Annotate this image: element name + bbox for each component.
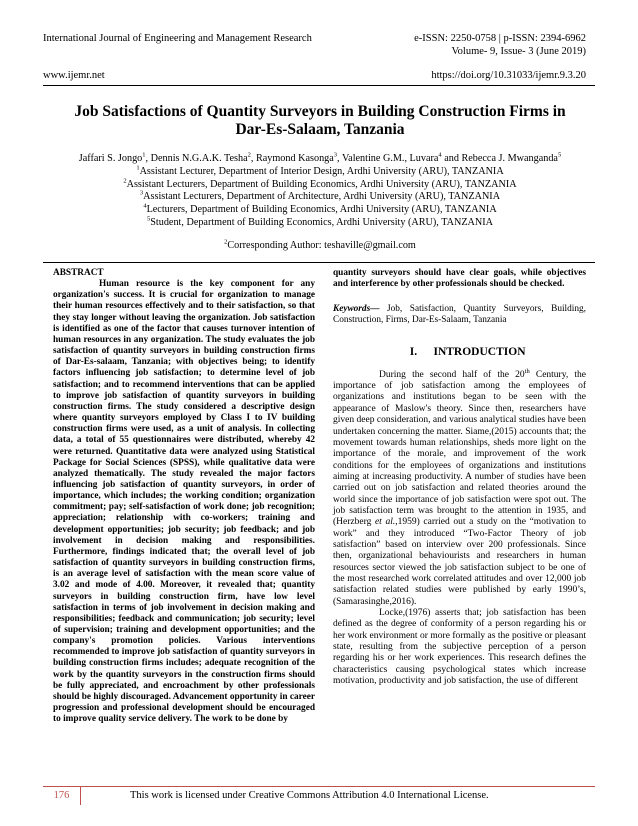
intro-p1-text-a: During the second half of the 20 — [379, 369, 525, 380]
journal-name: International Journal of Engineering and Management Research — [43, 33, 312, 44]
intro-p1-text-c: ,1959) carried out a study on the “motivation to work” and they introduced “Two-Factor Theory of job satisfaction” based on interview over 200 professionals. Since then, organizational behaviourists and researchers in human resources sector viewed the job satisfaction subject to be one of the most researched work correlated attitudes and over 12,000 job satisfaction related studies were published by early 1990’s, (Samarasinghe,2016). — [333, 517, 586, 607]
affiliation-2-text: Assistant Lecturers, Department of Building Economics, Ardhi University (ARU), TANZANIA — [126, 178, 517, 190]
author-3-sup: 3 — [333, 151, 338, 159]
author-4-sup: 4 — [438, 151, 442, 159]
right-column — [333, 268, 586, 687]
doi-link[interactable]: https://doi.org/10.31033/ijemr.9.3.20 — [431, 70, 586, 81]
keywords — [333, 304, 586, 326]
abstract-heading: ABSTRACT — [53, 268, 104, 278]
abstract-body: Human resource is the key component for any organization's success. It is crucial for organization to manage their human resources effectively and to their satisfaction, so that they stay longer without leaving the organization. Job satisfaction is identified as one of the factor that causes turnover intention of human resources in any organization. The study evaluates the job satisfaction of quantity surveyors in building construction firms of Dar-Es-salaam, Tanzania; with objectives being; to identify factors influencing job satisfaction; to determine level of job satisfaction; and to recommend interventions that can be applied to improve job satisfaction of quantity surveyors in building construction firms. The study considered a descriptive design where quantity surveyors employed by Class I to IV building construction firms were used, as a unit of analysis. In collecting data, a total of 55 questionnaires were distributed, whereby 42 were returned. Quantitative data were analyzed using Statistical Package for Social Sciences (SPSS), while qualitative data were analyzed thematically. The study revealed the major factors influencing job satisfaction of quantity surveyors, in order of importance, which includes; the working condition; organization commitment; pay; self-satisfaction of work done; job recognition; appreciation; relationship with co-workers; training and development opportunities; job security; job feedback; and job involvement in decision making and responsibilities. Furthermore, findings indicated that; the overall level of job satisfaction of quantity surveyors in building construction firms, is an average level of satisfaction with the mean score value of 3.02 and mode of 4.00. Moreover, it revealed that; quantity surveyors in building construction firm, have low level satisfaction in terms of job involvement in decision making and responsibilities; feedback and communication; job security; level of supervision; training and development opportunities; and the company's promotion policies. Various interventions recommended to improve job satisfaction of quantity surveyors in building construction firms includes; adequate recognition of the work by the quantity surveyors in the construction firms should be fully appreciated, and encroachment by other professionals should be highly discouraged. Advancement opportunity in career progression and professional development should be encouraged to improve quality service delivery. The work to be done by — [53, 279, 315, 725]
affiliation-3-text: Assistant Lecturers, Department of Architecture, Ardhi University (ARU), TANZANIA — [143, 191, 501, 203]
affiliation-1-sup: 1 — [136, 164, 140, 172]
page-number: 176 — [43, 787, 81, 805]
author-2-sup: 2 — [247, 151, 251, 159]
volume-issue: Volume- 9, Issue- 3 (June 2019) — [451, 46, 586, 57]
title-block-rule — [43, 262, 595, 263]
left-column — [53, 268, 315, 725]
author-3: , Raymond Kasonga — [250, 153, 334, 164]
intro-p1-etal: et al. — [374, 517, 396, 528]
section-number: I. — [409, 345, 418, 358]
affiliation-3 — [40, 191, 600, 204]
intro-paragraph-1 — [333, 367, 586, 608]
affiliation-2 — [40, 179, 600, 192]
intro-paragraph-2: Locke,(1976) asserts that; job satisfaction has been defined as the degree of conformity of a person regarding his or her work environment or more formally as the positive or pleasant state, resulting from the subjective perception of a person regarding his or her work experiences. This research defines the characteristics causing psychological states which increase motivation, productivity and job satisfaction, the use of different — [333, 608, 586, 687]
issn: e-ISSN: 2250-0758 | p-ISSN: 2394-6962 — [414, 33, 586, 44]
corresponding-author — [40, 240, 600, 251]
intro-p1-text-b: Century, the importance of job satisfaction among the employees of organizations and institutions began to be seen with the appearance of Maslow's theory. Since then, researchers have given deep consideration, and various analytical studies have been undertaken concerning the matter. Siame,(2015) accounts that; the movement towards human relationships, sheds more light on the importance of the morale, and improvement of the work conditions for the employees of organizations and institutions aiming at increasing productivity. A number of studies have been carried out on job satisfaction and related theories around the world since the importance of job satisfaction were spot out. The job satisfaction term was brought to the attention in 1935, and (Herzberg — [333, 369, 586, 528]
journal-website[interactable]: www.ijemr.net — [43, 70, 105, 81]
intro-p1-sup: th — [524, 367, 530, 375]
affiliation-4-text: Lecturers, Department of Building Economics, Ardhi University (ARU), TANZANIA — [146, 204, 497, 216]
author-1: Jaffari S. Jongo — [78, 153, 143, 164]
affiliation-5 — [40, 217, 600, 230]
paper-title: Job Satisfactions of Quantity Surveyors in Building Construction Firms in Dar-Es-Salaam, Tanzania — [74, 103, 566, 138]
affiliation-2-sup: 2 — [123, 177, 127, 185]
affiliation-1-text: Assistant Lecturer, Department of Interior Design, Ardhi University (ARU), TANZANIA — [139, 165, 504, 177]
footer-rule — [43, 786, 595, 787]
affiliation-5-sup: 5 — [146, 215, 151, 223]
affiliation-5-text: Student, Department of Building Economics, Ardhi University (ARU), TANZANIA — [150, 216, 494, 228]
author-1-sup: 1 — [142, 151, 146, 159]
affiliation-4 — [40, 204, 600, 217]
journal-meta — [414, 32, 586, 82]
keywords-text: Job, Satisfaction, Quantity Surveyors, Building, Construction, Firms, Dar-Es-Salaam, Tanzania — [333, 304, 586, 326]
author-4: , Valentine G.M., Luvara — [337, 153, 439, 164]
corresponding-sup: 2 — [224, 238, 228, 246]
affiliation-3-sup: 3 — [139, 190, 144, 197]
section-heading-introduction — [333, 347, 586, 358]
author-5-sup: 5 — [557, 151, 562, 159]
keywords-label: Keywords— — [333, 304, 380, 315]
author-block — [40, 153, 600, 230]
affiliation-4-sup: 4 — [143, 202, 147, 210]
author-5: and Rebecca J. Mwanganda — [441, 153, 558, 164]
corresponding-text[interactable]: Corresponding Author: teshaville@gmail.com — [227, 240, 416, 251]
section-title: INTRODUCTION — [433, 345, 526, 358]
license-text[interactable]: This work is licensed under Creative Commons Attribution 4.0 International License. — [130, 790, 489, 801]
header-rule — [43, 85, 595, 86]
author-2: , Dennis N.G.A.K. Tesha — [145, 153, 248, 164]
abstract-continuation: quantity surveyors should have clear goals, while objectives and interference by other professionals should be checked. — [333, 268, 586, 290]
author-list — [40, 153, 600, 166]
